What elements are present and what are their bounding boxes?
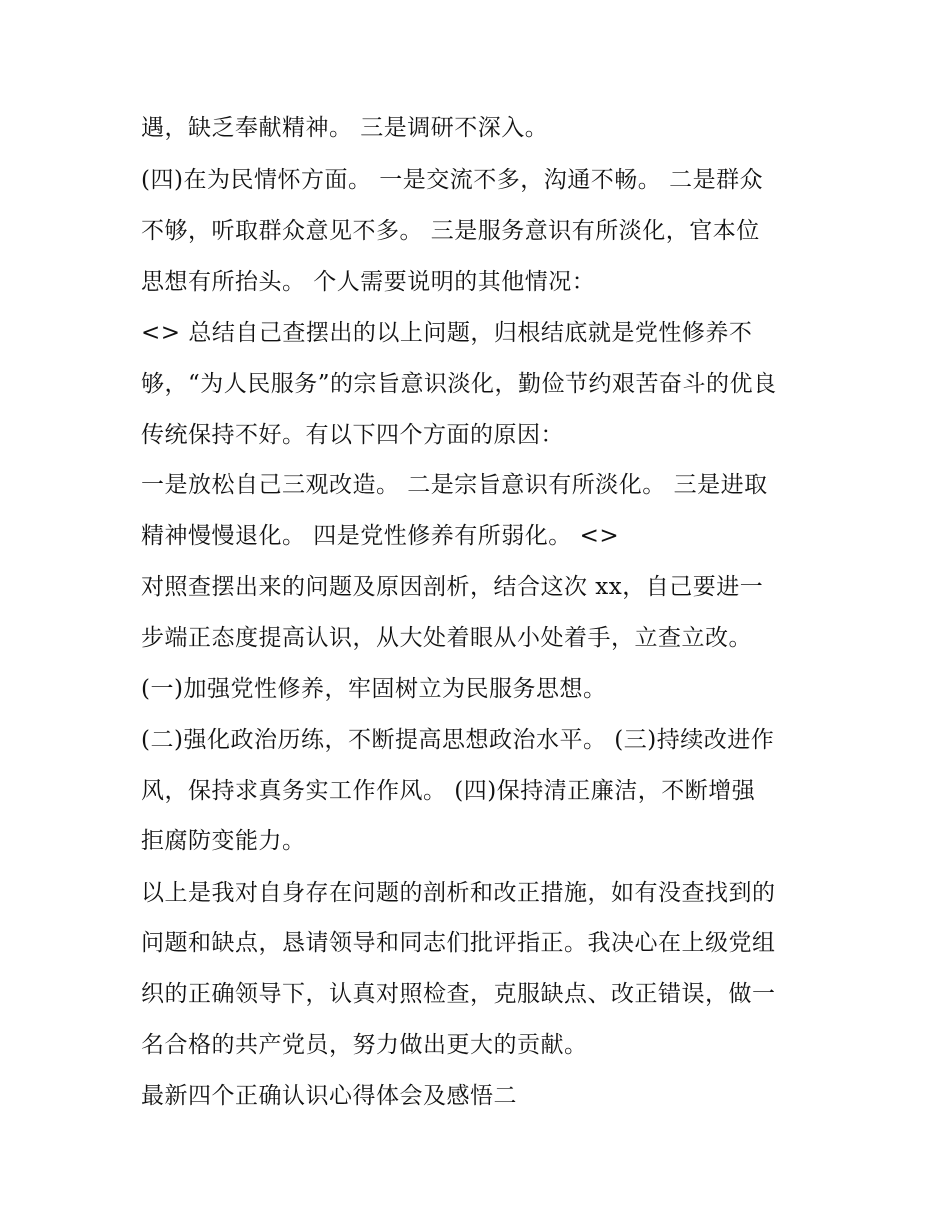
text-line: 不够，听取群众意见不多。 三是服务意识有所淡化，官本位	[141, 218, 760, 244]
text-line: (二)强化政治历练，不断提高思想政治水平。 (三)持续改进作	[141, 727, 775, 753]
text-line: 思想有所抬头。 个人需要说明的其他情况：	[141, 269, 596, 295]
text-line: 一是放松自己三观改造。 二是宗旨意识有所淡化。 三是进取	[141, 472, 768, 498]
text-line: 遇，缺乏奉献精神。 三是调研不深入。	[141, 115, 549, 141]
text-line: 以上是我对自身存在问题的剖析和改正措施，如有没查找到的	[141, 880, 776, 906]
text-line: 对照查摆出来的问题及原因剖析，结合这次 xx，自己要进一	[141, 574, 764, 600]
section-heading: 最新四个正确认识心得体会及感悟二	[141, 1083, 517, 1109]
text-line: (一)加强党性修养，牢固树立为民服务思想。	[141, 676, 607, 702]
text-line: 拒腐防变能力。	[141, 828, 306, 854]
text-line: 精神慢慢退化。 四是党性修养有所弱化。 <>	[141, 523, 620, 549]
text-line: 名合格的共产党员，努力做出更大的贡献。	[141, 1032, 588, 1058]
text-line: 织的正确领导下，认真对照检查，克服缺点、改正错误，做一	[141, 981, 776, 1007]
text-line: (四)在为民情怀方面。 一是交流不多，沟通不畅。 二是群众	[141, 167, 764, 193]
text-line: 步端正态度提高认识，从大处着眼从小处着手，立查立改。	[141, 625, 752, 651]
text-line: 传统保持不好。有以下四个方面的原因：	[141, 422, 564, 448]
text-line: 风，保持求真务实工作作风。 (四)保持清正廉洁，不断增强	[141, 778, 756, 804]
text-line: <> 总结自己查摆出的以上问题，归根结底就是党性修养不	[141, 320, 753, 346]
text-line: 够，“为人民服务”的宗旨意识淡化，勤俭节约艰苦奋斗的优良	[141, 371, 777, 397]
text-line: 问题和缺点，恳请领导和同志们批评指正。我决心在上级党组	[141, 930, 776, 956]
